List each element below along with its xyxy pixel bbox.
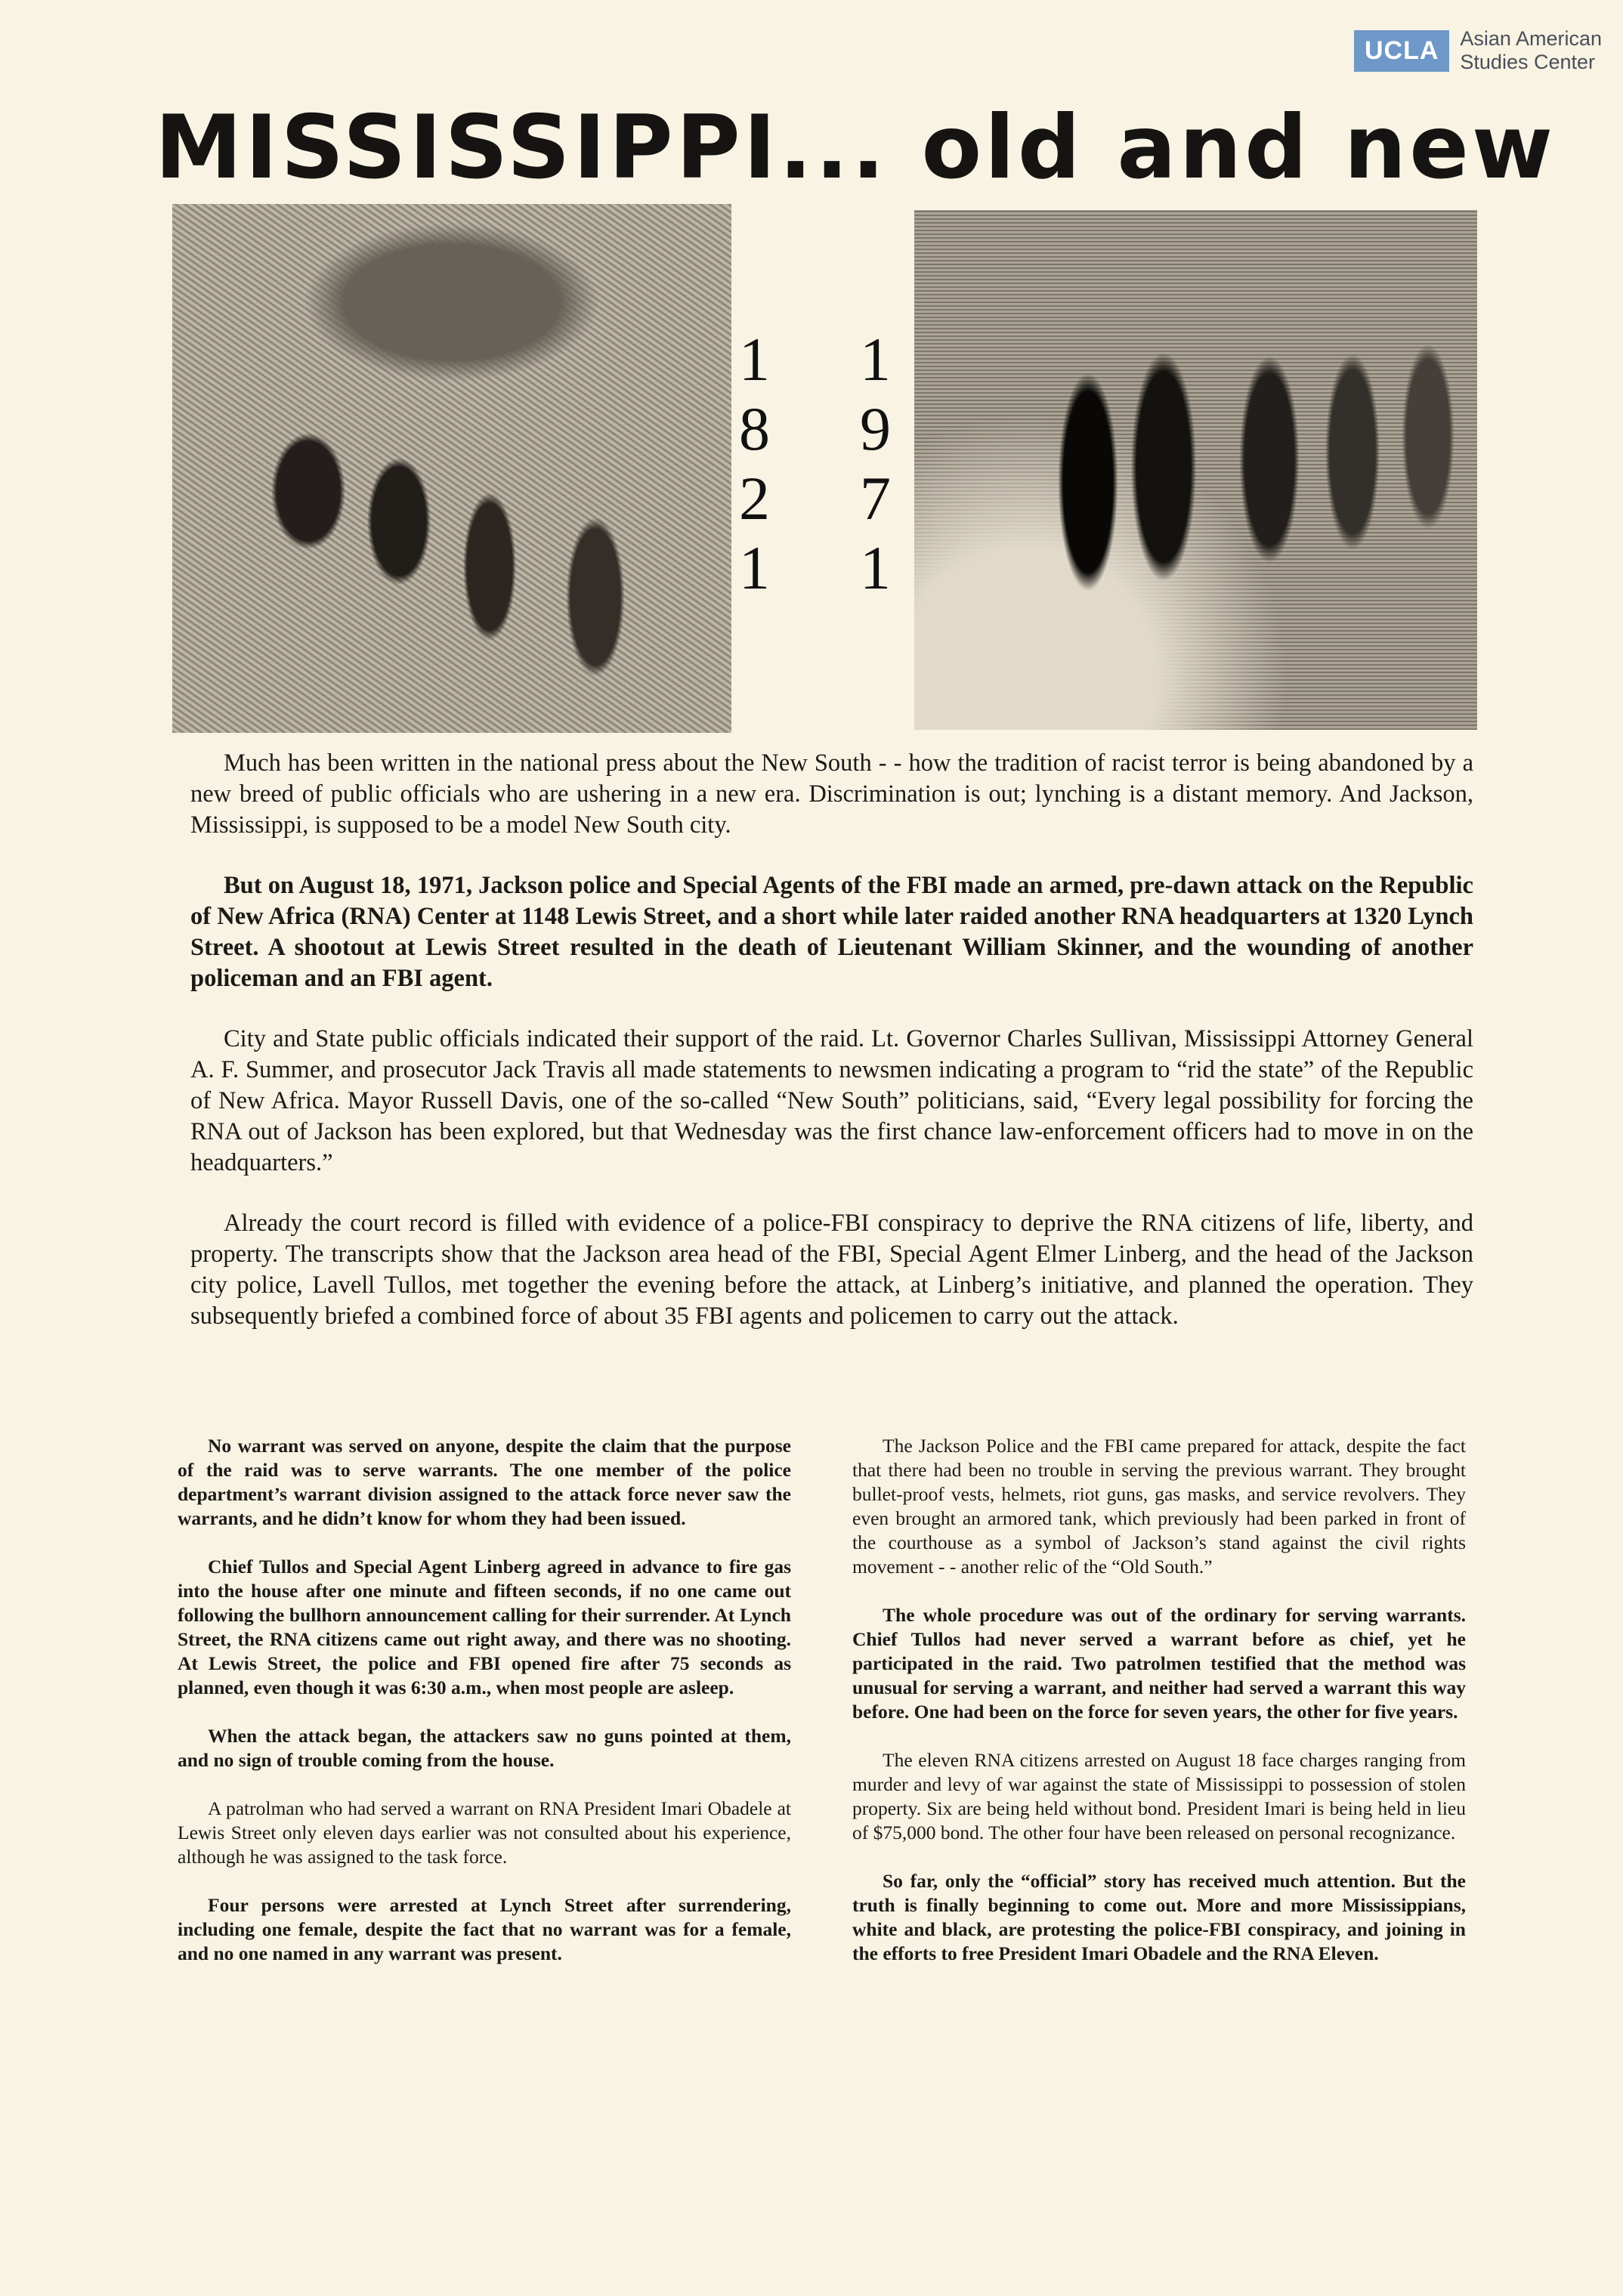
left-column [178, 1434, 791, 1990]
ucla-logo: UCLA [1354, 30, 1449, 72]
year-digit: 1 [739, 325, 770, 394]
year-digit: 8 [739, 394, 770, 463]
column-paragraph: A patrolman who had served a warrant on RNA President Imari Obadele at Lewis Street only eleven days earlier was not consulted about his experience, although he was assigned to the task force. [178, 1797, 791, 1868]
year-digit: 7 [860, 464, 891, 533]
column-paragraph: Chief Tullos and Special Agent Linberg agreed in advance to fire gas into the house after one minute and fifteen seconds, if no one came out following the bullhorn announcement calling for their surrender. At Lynch Street, the RNA citizens came out right away, and there was no shooting. At Lewis Street, the police and FBI opened fire after 75 seconds as planned, even though it was 6:30 a.m., when most people are asleep. [178, 1556, 791, 1698]
column-paragraph: No warrant was served on anyone, despite the claim that the purpose of the raid was to serve warrants. The one member of the police department’s warrant division assigned to the attack force never saw the warrants, and he didn’t know for whom they had been issued. [178, 1435, 791, 1529]
column-paragraph: Four persons were arrested at Lynch Street after surrendering, including one female, despite the fact that no warrant was for a female, and no one named in any warrant was present. [178, 1894, 791, 1964]
year-digit: 9 [860, 394, 891, 463]
main-paragraph: Much has been written in the national press about the New South - - how the tradition of racist terror is being abandoned by a new breed of public officials who are ushering in a new era. Discrimination is out; lynching is a distant memory. And Jackson, Mississippi, is supposed to be a model New South city. [190, 749, 1473, 839]
column-paragraph: When the attack began, the attackers saw no guns pointed at them, and no sign of trouble coming from the house. [178, 1725, 791, 1771]
center-name [1460, 27, 1602, 74]
right-column [852, 1434, 1466, 1990]
main-paragraph: City and State public officials indicated their support of the raid. Lt. Governor Charles Sullivan, Mississippi Attorney General A. F. Summer, and prosecutor Jack Travis all made statements to newsmen indicating a program to “rid the state” of the Republic of New Africa. Mayor Russell Davis, one of the so-called “New South” politicians, said, “Every legal possibility for forcing the RNA out of Jackson has been explored, but that Wednesday was the first chance law-enforcement officers had to move in on the headquarters.” [190, 1025, 1473, 1176]
photo-1971-men-walking [914, 210, 1477, 730]
center-name-line-1: Asian American [1460, 27, 1602, 50]
column-paragraph: The Jackson Police and the FBI came prepared for attack, despite the fact that there had been no trouble in serving the previous warrant. They brought bullet-proof vests, helmets, riot guns, gas masks, and service revolvers. They even brought an armored tank, which previously had been parked in front of the courthouse as a symbol of Jackson’s stand against the civil rights movement - - another relic of the “Old South.” [852, 1435, 1466, 1578]
headline: MISSISSIPPI... old and new [155, 97, 1557, 199]
year-digit: 1 [739, 533, 770, 602]
year-digit: 2 [739, 464, 770, 533]
column-paragraph: So far, only the “official” story has received much attention. But the truth is finally beginning to come out. More and more Mississippians, white and black, are protesting the police-FBI conspiracy, and joining in the efforts to free President Imari Obadele and the RNA Eleven. [852, 1870, 1466, 1964]
main-article [190, 748, 1473, 1361]
ucla-badge [1354, 27, 1602, 74]
column-paragraph: The whole procedure was out of the ordinary for serving warrants. Chief Tullos had never served a warrant before as chief, yet he participated in the raid. Two patrolmen testified that the method was unusual for serving a warrant, and neither had served a warrant this way before. One had been on the force for seven years, the other for five years. [852, 1604, 1466, 1723]
year-digit: 1 [860, 533, 891, 602]
year-1971 [860, 325, 891, 603]
center-name-line-2: Studies Center [1460, 51, 1596, 74]
main-paragraph: Already the court record is filled with evidence of a police-FBI conspiracy to deprive the RNA citizens of life, liberty, and property. The transcripts show that the Jackson area head of the FBI, Special Agent Elmer Linberg, and the head of the Jackson city police, Lavell Tullos, met together the evening before the attack, at Linberg’s initiative, and planned the operation. They subsequently briefed a combined force of about 35 FBI agents and policemen to carry out the attack. [190, 1210, 1473, 1330]
year-1821 [739, 325, 770, 603]
column-paragraph: The eleven RNA citizens arrested on August 18 face charges ranging from murder and levy of war against the state of Mississippi to possession of stolen property. Six are being held without bond. President Imari is being held in lieu of $75,000 bond. The other four have been released on personal recognizance. [852, 1749, 1466, 1843]
main-paragraph: But on August 18, 1971, Jackson police and Special Agents of the FBI made an armed, pre-dawn attack on the Republic of New Africa (RNA) Center at 1148 Lewis Street, and a short while later raided another RNA headquarters at 1320 Lynch Street. A shootout at Lewis Street resulted in the death of Lieutenant William Skinner, and the wounding of another policeman and an FBI agent. [190, 872, 1473, 992]
photo-1821-illustration [172, 204, 731, 733]
year-digit: 1 [860, 325, 891, 394]
